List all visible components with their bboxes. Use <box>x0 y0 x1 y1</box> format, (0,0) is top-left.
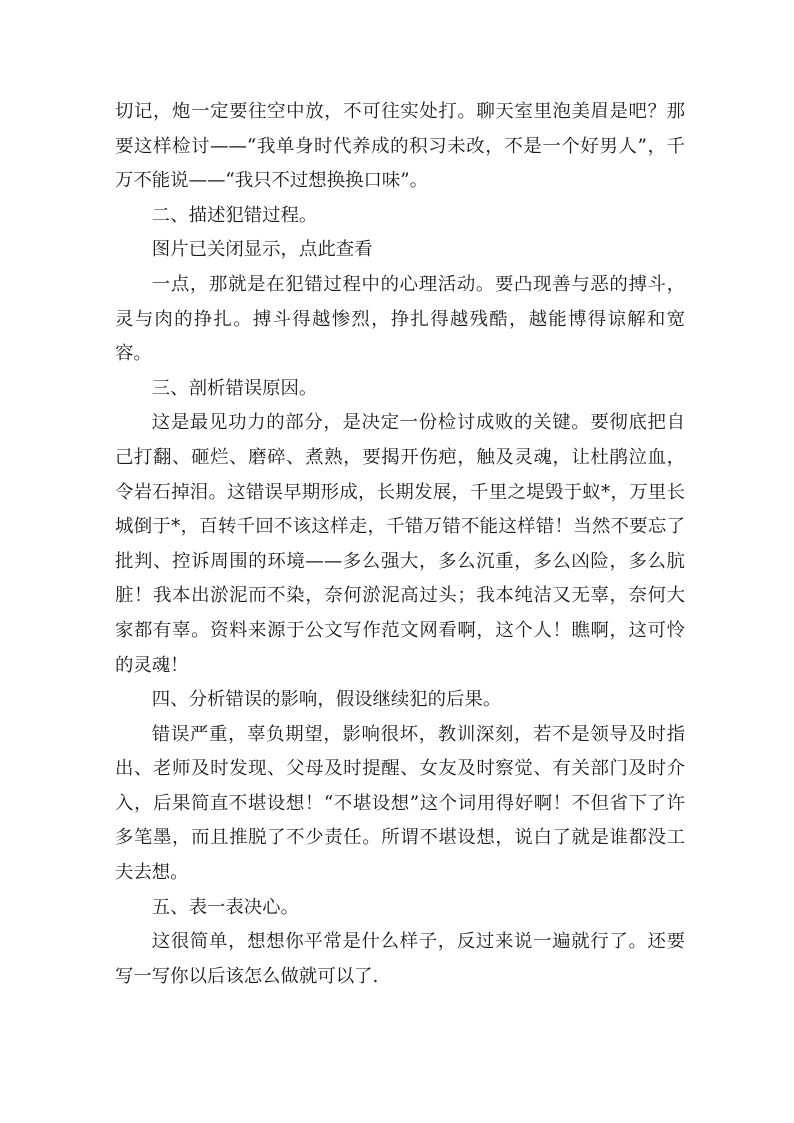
section-heading-resolution: 五、表一表决心。 <box>151 896 299 918</box>
paragraph-impact-detail: 错误严重，辜负期望，影响很坏，教训深刻，若不是领导及时指出、老师及时发现、父母及时提醒、女友及时察觉、有关部门及时介入，后果简直不堪设想！“不堪设想”这个词用得好啊！不但省下了许多笔墨，而且推脱了不少责任。所谓不堪设想，说白了就是谁都没工夫去想。 <box>115 723 685 884</box>
paragraph-intro-continued: 切记，炮一定要往空中放，不可往实处打。聊天室里泡美眉是吧？那要这样检讨——“我单身时代养成的积习未改，不是一个好男人”，千万不能说——“我只不过想换换口味”。 <box>115 101 685 192</box>
section-heading-describe-process: 二、描述犯错过程。 <box>151 204 318 226</box>
paragraph-mental-struggle: 一点，那就是在犯错过程中的心理活动。要凸现善与恶的搏斗，灵与肉的挣扎。搏斗得越惨烈，挣扎得越残酷，越能博得谅解和宽容。 <box>115 273 685 365</box>
document-body <box>115 95 685 994</box>
section-heading-analyze-impact: 四、分析错误的影响，假设继续犯的后果。 <box>151 689 502 711</box>
paragraph-causes-detail: 这是最见功力的部分，是决定一份检讨成败的关键。要彻底把自己打翻、砸烂、磨碎、煮熟，要揭开伤疤，触及灵魂，让杜鹃泣血，令岩石掉泪。这错误早期形成，长期发展，千里之堤毁于蚁*，万里长城倒于*，百转千回不该这样走，千错万错不能这样错！当然不要忘了批判、控诉周围的环境——多么强大，多么沉重，多么凶险，多么肮脏！我本出淤泥而不染，奈何淤泥高过头；我本纯洁又无辜，奈何大家都有辜。资料来源于公文写作范文网看啊，这个人！瞧啊，这可怜的灵魂！ <box>115 412 685 676</box>
image-placeholder-link[interactable]: 图片已关闭显示，点此查看 <box>151 239 373 261</box>
section-heading-analyze-causes: 三、剖析错误原因。 <box>151 377 318 399</box>
paragraph-resolution-detail: 这很简单，想想你平常是什么样子，反过来说一遍就行了。还要写一写你以后该怎么做就可以了. <box>115 931 685 987</box>
